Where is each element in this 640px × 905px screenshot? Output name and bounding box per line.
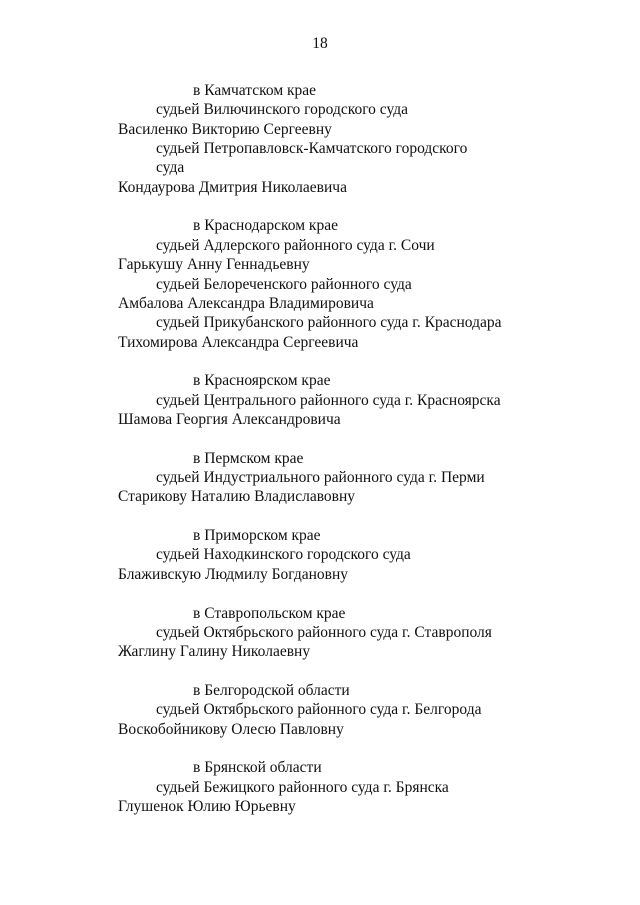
court-position: судьей Бежицкого районного суда г. Брянска (156, 778, 449, 796)
court-position: судьей Белореченского районного суда (156, 275, 412, 293)
judge-name: Гарькушу Анну Геннадьевну (118, 256, 310, 274)
judge-name: Старикову Наталию Владиславовну (118, 488, 356, 506)
judge-name: Шамова Георгия Александровича (118, 411, 341, 428)
region-heading: в Белгородской области (193, 681, 350, 699)
court-position: судьей Петропавловск-Камчатского городского (156, 140, 468, 158)
court-position: судьей Октябрьского районного суда г. Белгорода (156, 701, 482, 719)
judge-name: Глушенок Юлию Юрьевну (118, 798, 296, 815)
judge-name: Амбалова Александра Владимировича (118, 294, 374, 312)
court-position: судьей Индустриального районного суда г. Перми (156, 469, 485, 486)
judge-name: Жаглину Галину Николаевну (118, 643, 311, 661)
judge-name: Тихомирова Александра Сергеевича (118, 333, 359, 351)
region-heading: в Приморском крае (193, 527, 321, 545)
judge-name: Кондаурова Дмитрия Николаевича (118, 178, 347, 196)
court-position: судьей Прикубанского районного суда г. Краснодара (156, 314, 502, 332)
court-position: судьей Центрального районного суда г. Красноярска (156, 391, 501, 409)
court-position-continued: суда (156, 159, 185, 177)
region-heading: в Краснодарском крае (193, 217, 338, 235)
region-heading: в Камчатском крае (193, 82, 317, 99)
region-heading: в Брянской области (193, 759, 322, 777)
page-number: 18 (312, 35, 328, 52)
region-heading: в Ставропольском крае (193, 604, 346, 622)
court-position: судьей Вилючинского городского суда (156, 101, 409, 119)
region-heading: в Пермском крае (193, 449, 304, 467)
court-position: судьей Октябрьского районного суда г. Ставрополя (156, 623, 492, 641)
court-position: судьей Адлерского районного суда г. Сочи (156, 236, 435, 254)
judge-name: Василенко Викторию Сергеевну (118, 120, 332, 138)
region-heading: в Красноярском крае (193, 372, 331, 390)
judge-name: Блаживскую Людмилу Богдановну (118, 565, 349, 583)
court-position: судьей Находкинского городского суда (156, 546, 411, 564)
judge-name: Воскобойникову Олесю Павловну (118, 720, 344, 738)
